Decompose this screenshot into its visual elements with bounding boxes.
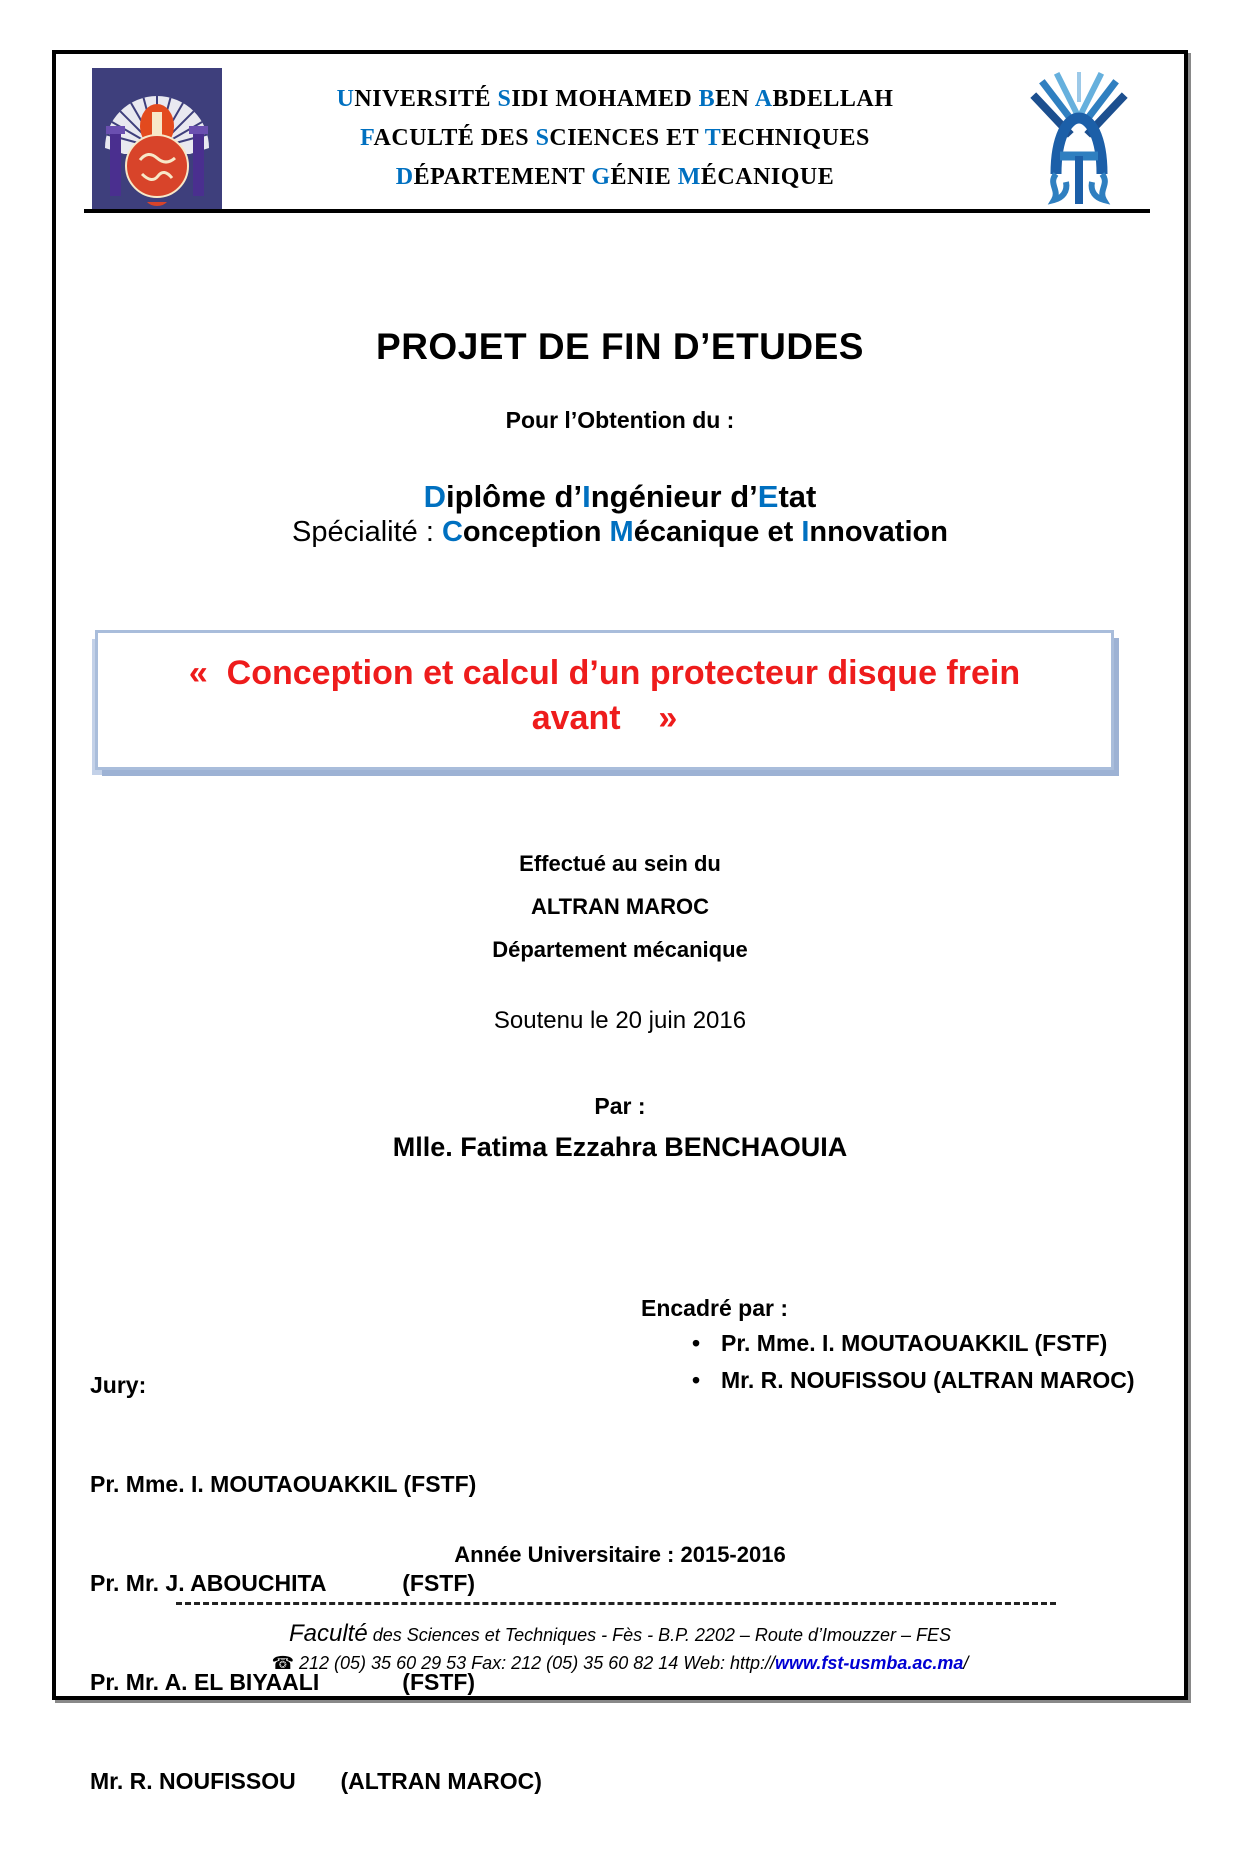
footer-contact-segments [272,1653,969,1673]
footer-address [56,1620,1184,1648]
text-segment: BDELLAH [772,86,894,112]
fst-logo-icon [1018,70,1140,208]
text-segment: ECHNIQUES [721,125,870,151]
project-title-line2: avant » [531,699,678,737]
author-name: Mlle. Fatima Ezzahra BENCHAOUIA [392,1132,848,1162]
text-segment: C [441,516,463,548]
text-segment: A [754,86,773,112]
text-segment: S [535,125,550,151]
jury-member: Mr. R. NOUFISSOU (ALTRAN MAROC) [90,1768,542,1794]
project-title-box [95,630,1114,770]
usmba-emblem-icon [92,68,222,210]
text-segment: IDI MOHAMED [511,86,699,112]
jury-member: Pr. Mme. I. MOUTAOUAKKIL (FSTF) [90,1471,477,1497]
text-segment: ÉNIE [610,164,678,190]
obtention-subtitle: Pour l’Obtention du : [505,407,735,433]
website-link[interactable]: www.fst-usmba.ac.ma [775,1653,964,1673]
supervisors-label: Encadré par : [641,1295,788,1321]
document-title: PROJET DE FIN D’ETUDES [376,326,864,367]
text-segment: F [360,125,374,151]
text-segment: écanique et [633,516,802,548]
footer-contact [56,1653,1184,1674]
text-segment: ÉCANIQUE [700,164,835,190]
text-segment: Spécialité : [292,516,442,548]
text-segment: T [704,125,722,151]
university-name [241,80,989,119]
university-header [241,80,989,197]
text-segment: ÉPARTEMENT [413,164,592,190]
supervisor-item [641,1325,1135,1362]
text-segment: B [698,86,716,112]
faculty-name [241,119,989,158]
footer-faculty-name: Faculté [288,1620,368,1647]
diploma-line [56,479,1184,515]
text-segment: D [423,479,447,514]
project-title-line1: « Conception et calcul d’un protecteur disque frein [188,654,1021,692]
host-company: ALTRAN MAROC [530,894,709,919]
text-segment: iplôme d’ [446,479,583,514]
supervisor-name: Mr. R. NOUFISSOU (ALTRAN MAROC) [721,1367,1135,1393]
jury-block [90,1303,542,1864]
academic-year: Année Universitaire : 2015-2016 [454,1542,786,1567]
text-segment: G [591,164,611,190]
author-label: Par : [594,1093,646,1119]
text-segment: CIENCES ET [549,125,705,151]
footer-dashed-divider [176,1602,1056,1605]
text-segment: U [336,86,355,112]
host-department: Département mécanique [492,937,748,962]
bullet-icon: • [691,1330,701,1356]
phone-icon: ☎ [271,1653,299,1673]
faculty-logo [1018,70,1140,208]
text-segment: M [677,164,701,190]
text-segment: E [757,479,779,514]
text-segment: I [582,479,591,514]
jury-member: Pr. Mr. J. ABOUCHITA (FSTF) [90,1570,476,1596]
jury-label: Jury: [90,1372,147,1398]
text-segment: 212 (05) 35 60 29 53 Fax: 212 (05) 35 60 82 14 Web: http:// [299,1653,775,1673]
page-border-frame [52,50,1188,1794]
university-logo [92,68,222,210]
host-intro: Effectué au sein du [519,851,721,876]
text-segment: onception [462,516,610,548]
defense-date: Soutenu le 20 juin 2016 [493,1007,747,1034]
text-segment: ACULTÉ DES [373,125,536,151]
text-segment: EN [715,86,755,112]
department-name [241,158,989,197]
jury-member: Pr. Mr. A. EL BIYAALI (FSTF) [90,1669,476,1695]
text-segment: D [395,164,414,190]
specialty-line [56,516,1184,549]
supervisors-block [641,1292,1135,1399]
footer-address-rest: des Sciences et Techniques - Fès - B.P. 2202 – Route d’Imouzzer – FES [367,1625,951,1645]
text-segment: M [609,516,634,548]
text-segment: I [801,516,810,548]
text-segment: S [497,86,512,112]
text-segment: tat [778,479,817,514]
host-block [56,842,1184,971]
bullet-icon: • [691,1367,701,1393]
supervisor-name: Pr. Mme. I. MOUTAOUAKKIL (FSTF) [721,1330,1108,1356]
text-segment: nnovation [809,516,948,548]
header-divider [84,209,1150,213]
text-segment: NIVERSITÉ [354,86,498,112]
text-segment: / [963,1653,969,1673]
text-segment: ngénieur d’ [590,479,758,514]
supervisor-item [641,1362,1135,1399]
